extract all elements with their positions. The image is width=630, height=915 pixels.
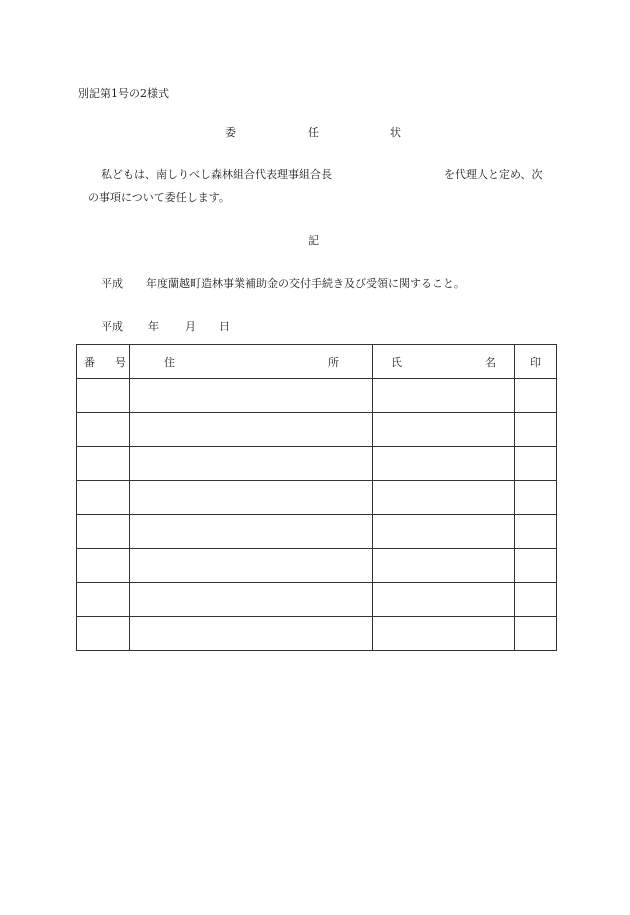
address-cell bbox=[130, 583, 373, 617]
seal-cell bbox=[515, 583, 557, 617]
header-name-char-1: 氏 bbox=[391, 356, 402, 369]
date-era: 平成 bbox=[101, 320, 123, 333]
number-cell bbox=[77, 583, 130, 617]
matter-text: 年度蘭越町造林事業補助金の交付手続き及び受領に関すること。 bbox=[146, 277, 465, 290]
table-row bbox=[77, 549, 557, 583]
header-address-char-1: 住 bbox=[164, 356, 175, 369]
seal-cell bbox=[515, 379, 557, 413]
name-cell bbox=[373, 549, 515, 583]
date-year-label: 年 bbox=[148, 320, 159, 333]
header-number bbox=[77, 345, 130, 379]
date-day-label: 日 bbox=[219, 320, 230, 333]
table-row bbox=[77, 379, 557, 413]
table-body bbox=[77, 379, 557, 651]
name-cell bbox=[373, 379, 515, 413]
header-address bbox=[130, 345, 373, 379]
number-cell bbox=[77, 515, 130, 549]
body-text-line-2: の事項について委任します。 bbox=[88, 191, 230, 204]
address-cell bbox=[130, 413, 373, 447]
name-cell bbox=[373, 583, 515, 617]
table-row bbox=[77, 413, 557, 447]
body-text-agent-suffix: を代理人と定め、次 bbox=[444, 168, 543, 181]
table-row bbox=[77, 447, 557, 481]
header-address-char-2: 所 bbox=[328, 356, 339, 369]
table-row bbox=[77, 481, 557, 515]
header-name-char-2: 名 bbox=[485, 356, 496, 369]
name-cell bbox=[373, 617, 515, 651]
address-cell bbox=[130, 481, 373, 515]
header-number-char-1: 番 bbox=[84, 356, 95, 369]
ki-heading: 記 bbox=[308, 234, 319, 247]
date-month-label: 月 bbox=[185, 320, 196, 333]
seal-cell bbox=[515, 617, 557, 651]
matter-era: 平成 bbox=[101, 277, 123, 290]
name-cell bbox=[373, 413, 515, 447]
name-cell bbox=[373, 447, 515, 481]
address-cell bbox=[130, 379, 373, 413]
seal-cell bbox=[515, 515, 557, 549]
seal-cell bbox=[515, 413, 557, 447]
address-cell bbox=[130, 447, 373, 481]
name-cell bbox=[373, 481, 515, 515]
table-row bbox=[77, 583, 557, 617]
date-line bbox=[0, 320, 630, 334]
table-row bbox=[77, 515, 557, 549]
address-cell bbox=[130, 617, 373, 651]
proxy-signature-table bbox=[76, 344, 557, 651]
table-row bbox=[77, 617, 557, 651]
header-number-char-2: 号 bbox=[115, 356, 126, 369]
number-cell bbox=[77, 481, 130, 515]
seal-cell bbox=[515, 549, 557, 583]
seal-cell bbox=[515, 447, 557, 481]
title-char-3: 状 bbox=[390, 126, 401, 139]
number-cell bbox=[77, 447, 130, 481]
table-header-row bbox=[77, 345, 557, 379]
number-cell bbox=[77, 549, 130, 583]
address-cell bbox=[130, 549, 373, 583]
title-char-1: 委 bbox=[225, 126, 236, 139]
name-cell bbox=[373, 515, 515, 549]
title-char-2: 任 bbox=[308, 126, 319, 139]
header-seal-char: 印 bbox=[530, 356, 541, 369]
seal-cell bbox=[515, 481, 557, 515]
address-cell bbox=[130, 515, 373, 549]
header-seal bbox=[515, 345, 557, 379]
number-cell bbox=[77, 413, 130, 447]
body-text-line-1: 私どもは、南しりべし森林組合代表理事組合長 bbox=[101, 168, 332, 181]
number-cell bbox=[77, 379, 130, 413]
header-name bbox=[373, 345, 515, 379]
form-label: 別記第1号の2様式 bbox=[78, 87, 169, 100]
number-cell bbox=[77, 617, 130, 651]
